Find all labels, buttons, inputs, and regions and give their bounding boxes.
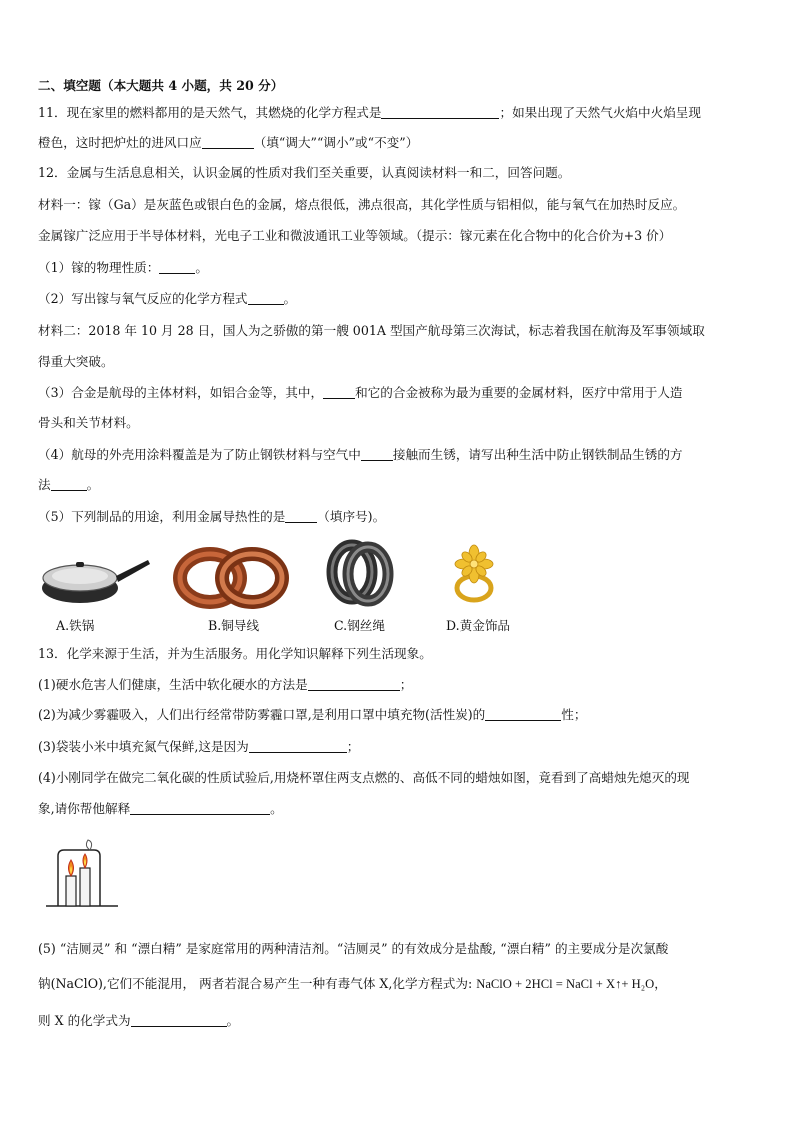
q12-part4-text-a: （4）航母的外壳用涂料覆盖是为了防止钢铁材料与空气中 — [38, 447, 361, 462]
q13-sub2 — [38, 706, 586, 724]
iron-wok-image — [40, 548, 150, 608]
q12-part2-text: （2）写出镓与氧气反应的化学方程式 — [38, 291, 248, 306]
q12-part2 — [38, 290, 296, 308]
q12-material2-line1: 材料二：2018 年 10 月 28 日，国人为之骄傲的第一艘 001A 型国产航母第三次海试，标志着我国在航海及军事领域取 — [38, 323, 705, 338]
q13-blank-candle-explanation[interactable] — [130, 801, 270, 815]
q13-sub5-line2 — [38, 975, 667, 993]
q12-part1-period: 。 — [195, 260, 208, 275]
q13-blank-carbon-property[interactable] — [485, 707, 561, 721]
q12-part4-line2 — [38, 476, 99, 494]
q13-sub4-line2 — [38, 800, 283, 818]
copper-wire-image — [176, 546, 288, 610]
q13-sub2-text-a: (2)为减少雾霾吸入，人们出行经常带防雾霾口罩,是利用口罩中填充物(活性炭)的 — [38, 707, 486, 722]
option-c-label: C.钢丝绳 — [334, 618, 385, 633]
q13-sub1 — [38, 676, 412, 694]
q12-part5 — [38, 508, 385, 526]
q12-part1-text: （1）镓的物理性质： — [38, 260, 160, 275]
q12-blank-air-component[interactable] — [361, 447, 393, 461]
q12-part4-period: 。 — [86, 477, 100, 492]
q13-sub4-period: 。 — [270, 801, 283, 816]
steel-wire-rope-image — [328, 540, 392, 610]
option-b-label: B.铜导线 — [208, 618, 260, 633]
chemical-equation: NaClO + 2HCl = NaCl + X↑+ H₂O， — [476, 977, 667, 991]
q13-sub5-text-b: 钠(NaClO),它们不能混用， 两者若混合易产生一种有毒气体 X,化学方程式为: — [38, 976, 473, 991]
q13-sub4-text-b: 象,请你帮他解释 — [38, 801, 131, 816]
q12-blank-heat-conduction[interactable] — [285, 509, 317, 523]
q13-sub4-line1: (4)小刚同学在做完二氧化碳的性质试验后,用烧杯罩住两支点燃的、高低不同的蜡烛如图，竟看到了高蜡烛先熄灭的现 — [38, 770, 690, 785]
gold-ring-image — [446, 542, 502, 604]
section-title: 二、填空题（本大题共 4 小题，共 20 分） — [38, 78, 284, 93]
q12-part5-text-b: （填序号)。 — [317, 509, 386, 524]
q12-material1-line2: 金属镓广泛应用于半导体材料，光电子工业和微波通讯工业等领域。（提示：镓元素在化合物中的化合价为+3 价） — [38, 228, 672, 243]
q12-blank-physical-property[interactable] — [159, 260, 195, 274]
q12-part5-text-a: （5）下列制品的用途，利用金属导热性的是 — [38, 509, 286, 524]
q13-blank-formula-x[interactable] — [131, 1013, 227, 1027]
q11-text-c: 橙色，这时把炉灶的进风口应 — [38, 135, 202, 150]
q12-part2-period: 。 — [283, 291, 297, 306]
q13-sub2-text-b: 性； — [561, 707, 587, 722]
q11-text-b: ；如果出现了天然气火焰中火焰呈现 — [499, 105, 701, 120]
candle-beaker-figure — [42, 842, 122, 910]
q13-sub5-line1: (5) “洁厕灵” 和 “漂白精” 是家庭常用的两种清洁剂。“洁厕灵” 的有效成分是盐酸, “漂白精” 的主要成分是次氯酸 — [38, 941, 669, 956]
q13-sub1-semicolon: ； — [399, 677, 413, 692]
q12-part3-line1 — [38, 384, 683, 402]
q13-sub3-text: (3)袋装小米中填充氮气保鲜,这是因为 — [38, 739, 249, 754]
q13-blank-soften-water[interactable] — [308, 677, 400, 691]
q12-part1 — [38, 259, 208, 277]
option-d-label: D.黄金饰品 — [446, 618, 511, 633]
q12-part3-text-b: 和它的合金被称为最为重要的金属材料，医疗中常用于人造 — [355, 385, 683, 400]
q13-sub3-semicolon: ； — [346, 739, 360, 754]
q12-part4-text-c: 法 — [38, 477, 51, 492]
q13-sub1-text: (1)硬水危害人们健康，生活中软化硬水的方法是 — [38, 677, 308, 692]
q11-blank-air-inlet[interactable] — [202, 135, 254, 149]
q11-line2 — [38, 134, 418, 152]
q11-line1 — [38, 104, 701, 122]
q12-material2-line2: 得重大突破。 — [38, 354, 114, 369]
q13-blank-nitrogen-reason[interactable] — [249, 739, 347, 753]
q11-text-a: 11．现在家里的燃料都用的是天然气，其燃烧的化学方程式是 — [38, 105, 382, 120]
q12-blank-alloy-metal[interactable] — [323, 385, 355, 399]
q11-blank-equation[interactable] — [381, 105, 499, 119]
option-a-label: A.铁锅 — [56, 618, 95, 633]
q13-sub5-line3 — [38, 1012, 239, 1030]
q12-part4-line1 — [38, 446, 683, 464]
q12-part3-text-a: （3）合金是航母的主体材料，如铝合金等，其中， — [38, 385, 324, 400]
q12-part4-text-b: 接触而生锈，请写出种生活中防止钢铁制品生锈的方 — [392, 447, 683, 462]
q13-sub3 — [38, 738, 359, 756]
q13-sub5-text-c: 则 X 的化学式为 — [38, 1013, 131, 1028]
q12-part3-line2: 骨头和关节材料。 — [38, 415, 139, 430]
q12-blank-gallium-equation[interactable] — [248, 291, 284, 305]
q13-intro: 13．化学来源于生活，并为生活服务。用化学知识解释下列生活现象。 — [38, 646, 432, 661]
q11-text-d: （填“调大”“调小”或“不变”） — [253, 135, 419, 150]
q12-blank-rust-prevention[interactable] — [51, 477, 87, 491]
q13-sub5-period: 。 — [226, 1013, 240, 1028]
q12-material1-line1: 材料一：镓（Ga）是灰蓝色或银白色的金属，熔点很低，沸点很高，其化学性质与铝相似，能与氧气在加热时反应。 — [38, 197, 686, 212]
q12-intro: 12．金属与生活息息相关，认识金属的性质对我们至关重要，认真阅读材料一和二，回答问题。 — [38, 165, 571, 180]
